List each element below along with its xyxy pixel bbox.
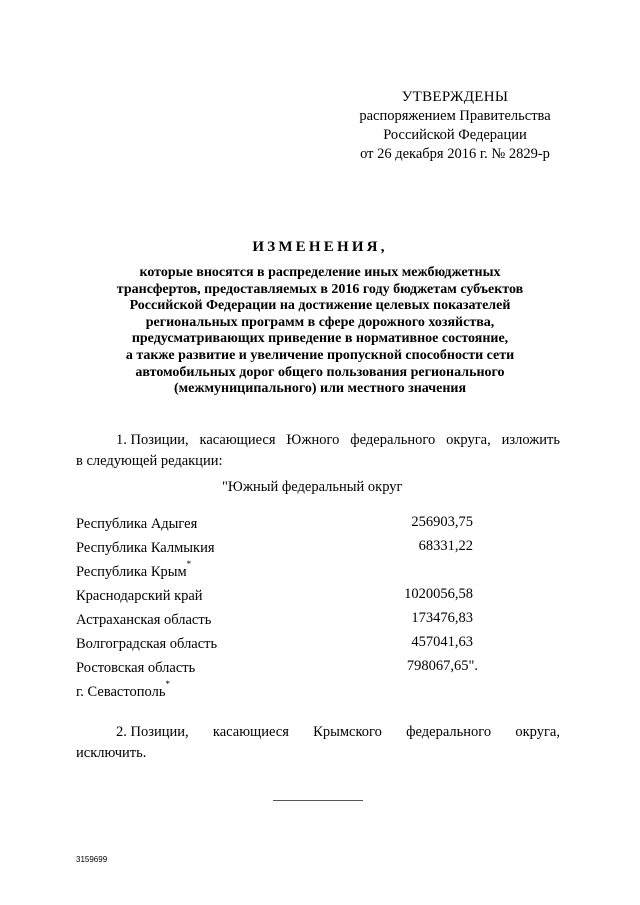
- region-value: 1020056,58: [404, 586, 473, 602]
- paragraph-2-word: касающиеся: [212, 724, 289, 740]
- region-value: 173476,83: [411, 610, 473, 626]
- paragraph-2-line-1: [76, 722, 560, 743]
- footnote-mark: *: [186, 559, 192, 569]
- paragraph-2-word: федерального: [406, 724, 492, 740]
- subtitle-line: региональных программ в сфере дорожного хозяйства,: [145, 314, 495, 330]
- approval-line-1: распоряжением Правительства: [359, 108, 551, 124]
- paragraph-1-word: Южного: [286, 432, 340, 448]
- paragraph-2-word: округа,: [515, 724, 560, 740]
- paragraph-2-word: Крымского: [313, 724, 382, 740]
- paragraph-1-word: округа,: [446, 432, 491, 448]
- approval-line-2: Российской Федерации: [383, 127, 527, 143]
- paragraph-1-word: изложить: [501, 432, 560, 448]
- table-row: [76, 679, 496, 706]
- subtitle-line: (межмуниципального) или местного значения: [173, 381, 467, 397]
- paragraph-1-line-2: в следующей редакции:: [76, 453, 223, 469]
- subtitle-line: а также развитие и увеличение пропускной способности сети: [125, 347, 515, 363]
- paragraph-1-word: касающиеся: [199, 432, 276, 448]
- document-title: ИЗМЕНЕНИЯ,: [252, 239, 388, 255]
- document-number: 3159699: [76, 855, 108, 864]
- approval-heading: УТВЕРЖДЕНЫ: [401, 89, 509, 105]
- region-value: 798067,65".: [406, 658, 478, 674]
- table-row: [76, 538, 496, 562]
- region-value: 457041,63: [411, 634, 473, 650]
- region-value: 68331,22: [418, 538, 473, 554]
- separator-line: [273, 800, 363, 801]
- region-name: г. Севастополь*: [76, 679, 170, 700]
- approval-block: [340, 88, 570, 164]
- region-name: Республика Калмыкия: [76, 539, 215, 556]
- table-row: [76, 610, 496, 634]
- paragraph-2-word: 2. Позиции,: [116, 724, 189, 740]
- paragraph-1-item-number: 1. Позиции,: [116, 432, 189, 448]
- region-name: Краснодарский край: [76, 587, 203, 604]
- region-value: 256903,75: [411, 514, 473, 530]
- region-name: Республика Адыгея: [76, 515, 198, 532]
- table-row: [76, 658, 496, 682]
- subtitle-line: Российской Федерации на достижение целевых показателей: [129, 298, 511, 314]
- table-row: [76, 586, 496, 610]
- subtitle-line: которые вносятся в распределение иных межбюджетных: [139, 265, 501, 280]
- subtitle-line: предусматривающих приведение в нормативное состояние,: [131, 331, 509, 347]
- paragraph-1-word: федерального: [350, 432, 436, 448]
- region-name: Ростовская область: [76, 659, 196, 676]
- table-row: [76, 559, 496, 586]
- subtitle-line: автомобильных дорог общего пользования регионального: [135, 364, 505, 380]
- table-row: [76, 634, 496, 658]
- paragraph-2-line-2: исключить.: [76, 745, 147, 761]
- subtitle-line: трансфертов, предоставляемых в 2016 году бюджетам субъектов: [116, 281, 524, 297]
- paragraph-1-line-1: [76, 430, 560, 451]
- footnote-mark: *: [165, 679, 170, 689]
- district-heading: "Южный федеральный округ: [222, 479, 403, 495]
- table-row: [76, 514, 496, 538]
- allocation-table: [76, 514, 496, 706]
- document-subtitle: [70, 265, 570, 398]
- paragraph-1: [76, 430, 560, 472]
- region-name: Республика Крым*: [76, 559, 192, 580]
- approval-line-3: от 26 декабря 2016 г. № 2829-р: [360, 146, 550, 162]
- paragraph-2: [76, 722, 560, 764]
- region-name: Астраханская область: [76, 611, 212, 628]
- region-name: Волгоградская область: [76, 635, 218, 652]
